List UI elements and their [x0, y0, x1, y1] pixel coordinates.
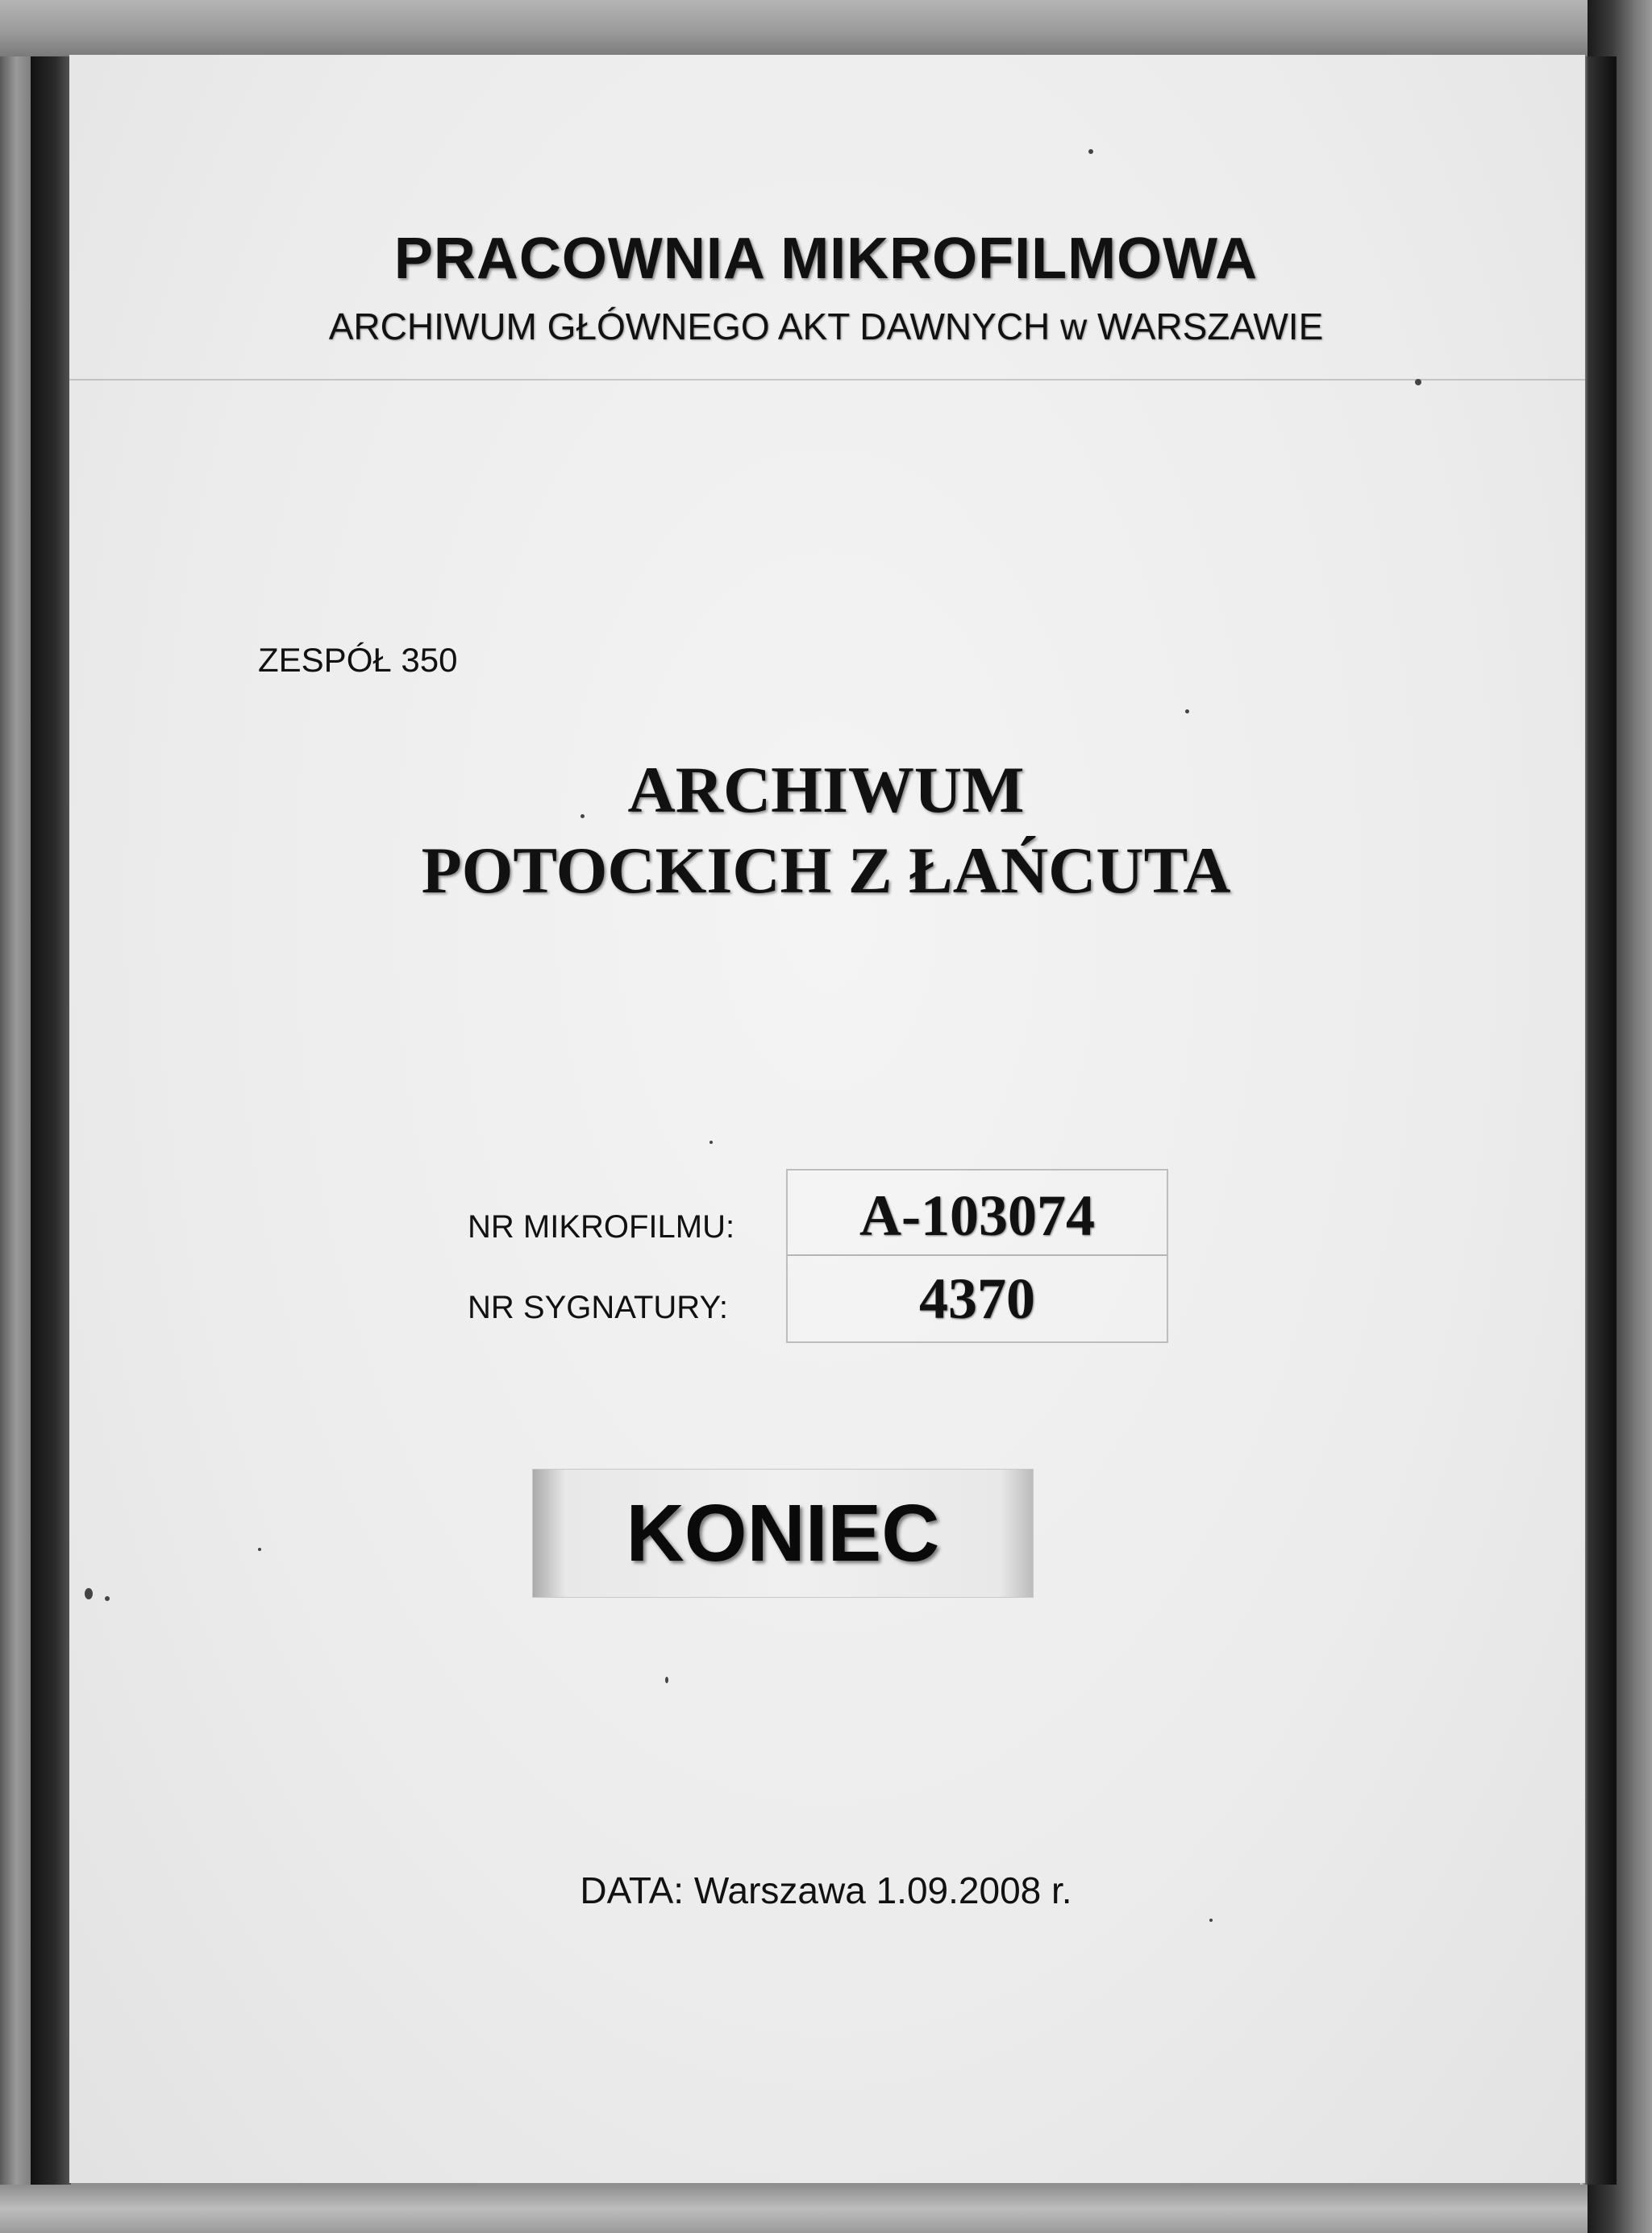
film-bottom-edge: [0, 2185, 1652, 2233]
signature-label: NR SYGNATURY:: [468, 1290, 729, 1325]
end-marker-label: [532, 1469, 1034, 1598]
fold-line: [69, 379, 1585, 380]
page-subtitle: ARCHIWUM GŁÓWNEGO AKT DAWNYCH w WARSZAWIE: [328, 306, 1324, 347]
dust-speck: [1415, 379, 1421, 385]
collection-number: ZESPÓŁ 350: [258, 641, 458, 679]
signature-value: 4370: [919, 1266, 1035, 1331]
microfilm-label: NR MIKROFILMU:: [468, 1209, 735, 1245]
dust-speck: [1185, 709, 1189, 713]
dust-speck: [1209, 1919, 1213, 1922]
film-top-edge: [0, 0, 1652, 56]
microfilm-value: A-103074: [859, 1183, 1095, 1248]
dust-speck: [258, 1548, 261, 1551]
page-shadow-left: [31, 56, 71, 2185]
dust-speck: [85, 1588, 93, 1599]
page-shadow-right: [1580, 56, 1617, 2185]
date-line: DATA: Warszawa 1.09.2008 r.: [580, 1869, 1072, 1911]
document-page: [69, 55, 1585, 2183]
collection-title: ARCHIWUM POTOCKICH Z ŁAŃCUTA: [421, 753, 1231, 907]
identifier-box: [786, 1169, 1168, 1343]
dust-speck: [709, 1141, 713, 1144]
dust-speck: [105, 1596, 110, 1601]
end-marker-text: KONIEC: [626, 1488, 940, 1578]
box-divider: [788, 1254, 1167, 1256]
page-title: PRACOWNIA MIKROFILMOWA: [393, 227, 1259, 291]
dust-speck: [1088, 149, 1093, 154]
dust-speck: [665, 1677, 668, 1683]
